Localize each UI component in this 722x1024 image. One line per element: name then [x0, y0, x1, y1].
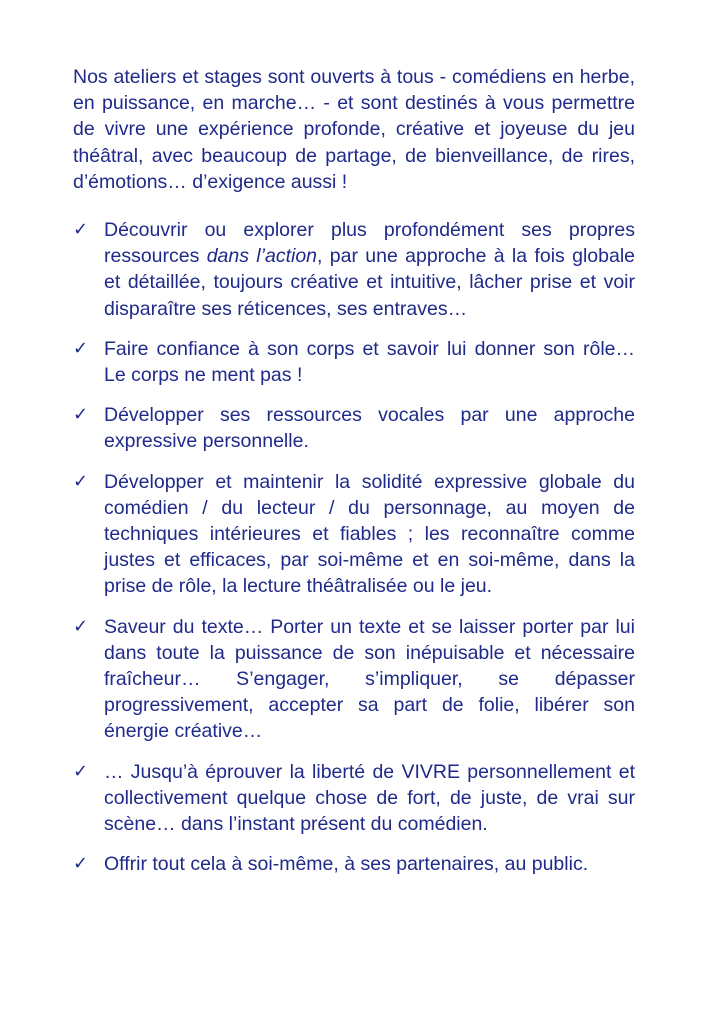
check-mark-icon: ✓	[73, 470, 89, 492]
list-item	[73, 851, 635, 877]
list-item-text-end: , par une approche à la fois globale et détaillée, toujours créative et intuitive, lâcher prise et voir disparaître ses réticences, ses entraves…	[104, 245, 635, 320]
list-item-text: Saveur du texte… Porter un texte et se laisser porter par lui dans toute la puissance de son inépuisable et nécessaire fraîcheur… S’engager, s’impliquer, se dépasser progressivement, accepter sa part de folie, libérer son énergie créative…	[104, 615, 635, 743]
list-item-text: Développer et maintenir la solidité expressive globale du comédien / du lecteur / du personnage, au moyen de techniques intérieures et fiables ; les reconnaître comme justes et efficaces, par soi-même et en soi-même, dans la prise de rôle, la lecture théâtralisée ou le jeu.	[104, 470, 635, 598]
list-item	[73, 759, 635, 838]
document-page	[73, 64, 635, 891]
list-item	[73, 217, 635, 322]
list-item-text-start: Découvrir ou explorer plus profondément ses propres ressources	[104, 219, 635, 268]
list-item-text: … Jusqu’à éprouver la liberté de VIVRE personnellement et collectivement quelque chose de fort, de juste, de vrai sur scène… dans l’instant présent du comédien.	[104, 760, 635, 836]
list-item-emphasis: dans l’action	[206, 245, 318, 268]
check-mark-icon: ✓	[73, 404, 89, 426]
intro-paragraph: Nos ateliers et stages sont ouverts à tous - comédiens en herbe, en puissance, en marche… - et sont destinés à vous permettre de vivre une expérience profonde, créative et joyeuse du jeu théâtral, avec beaucoup de partage, de bienveillance, de rires, d’émotions… d’exigence aussi !	[73, 66, 635, 193]
list-item-text: Offrir tout cela à soi-même, à ses partenaires, au public.	[104, 853, 589, 876]
list-item-text: Développer ses ressources vocales par une approche expressive personnelle.	[104, 404, 635, 453]
check-mark-icon: ✓	[73, 615, 89, 637]
list-item	[73, 614, 635, 745]
checklist	[73, 217, 635, 877]
list-item-text	[104, 217, 635, 322]
check-mark-icon: ✓	[73, 853, 89, 875]
check-mark-icon: ✓	[73, 337, 89, 359]
list-item-text: Faire confiance à son corps et savoir lui donner son rôle… Le corps ne ment pas !	[104, 337, 635, 387]
list-item	[73, 469, 635, 600]
check-mark-icon: ✓	[73, 219, 89, 241]
list-item	[73, 402, 635, 454]
check-mark-icon: ✓	[73, 760, 89, 782]
list-item	[73, 336, 635, 388]
